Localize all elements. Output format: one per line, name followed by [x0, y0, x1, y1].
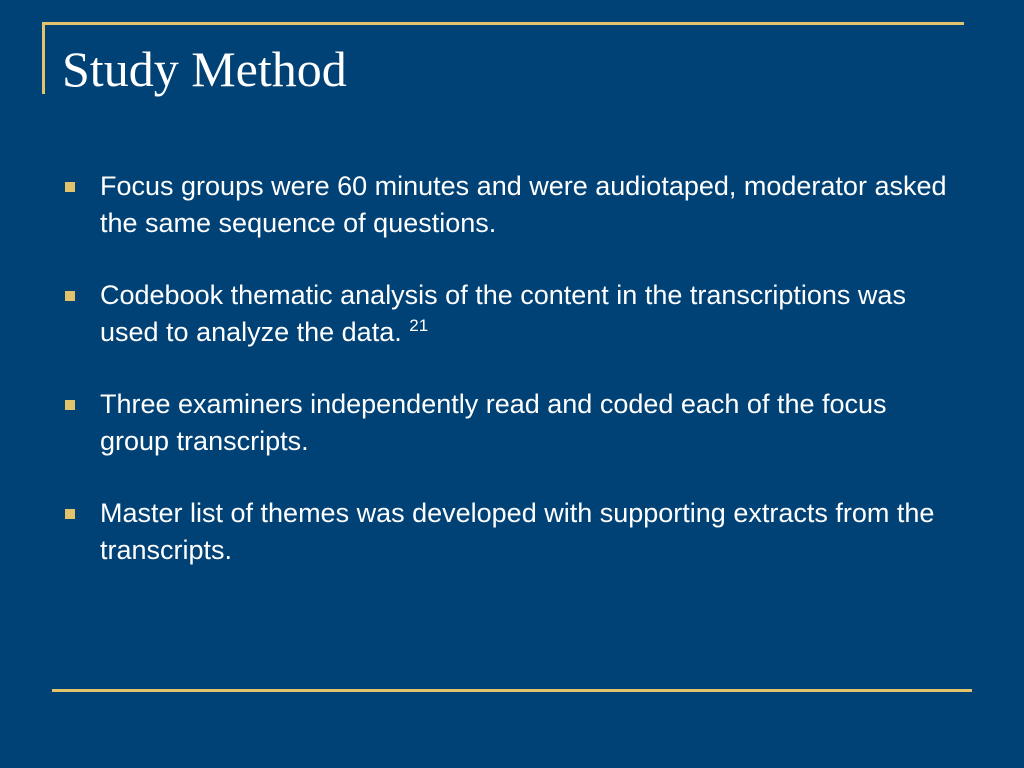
bullet-list [62, 168, 962, 604]
top-rule [42, 22, 964, 25]
square-bullet-icon [65, 182, 75, 192]
bullet-item [62, 277, 962, 351]
square-bullet-icon [65, 509, 75, 519]
bullet-text: Focus groups were 60 minutes and were audiotaped, moderator asked the same sequence of questions. [100, 171, 947, 238]
bottom-rule [52, 689, 972, 692]
square-bullet-icon [65, 291, 75, 301]
slide-title: Study Method [62, 41, 347, 97]
bullet-text: Codebook thematic analysis of the content in the transcriptions was used to analyze the data. [100, 280, 906, 347]
square-bullet-icon [65, 400, 75, 410]
bullet-item [62, 495, 962, 569]
reference-superscript: 21 [409, 316, 429, 335]
bullet-text: Master list of themes was developed with supporting extracts from the transcripts. [100, 498, 935, 565]
bullet-item [62, 386, 962, 460]
bullet-text: Three examiners independently read and coded each of the focus group transcripts. [100, 389, 887, 456]
bullet-item [62, 168, 962, 242]
title-vertical-rule [42, 22, 45, 94]
